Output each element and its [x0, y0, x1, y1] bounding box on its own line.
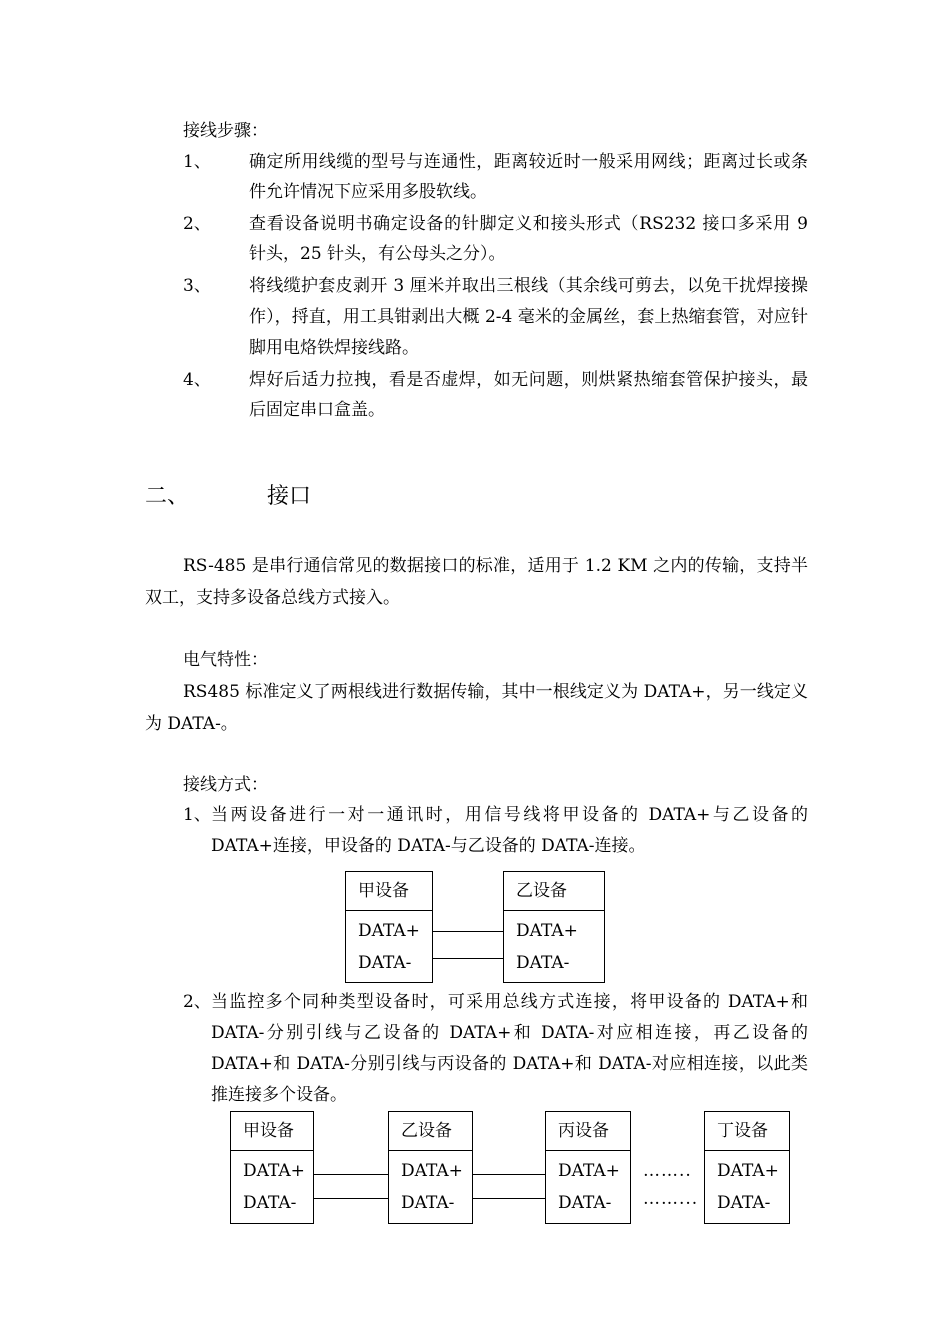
- device-name: 甲设备: [358, 881, 409, 901]
- device-box: [388, 1111, 473, 1224]
- pin-data-plus: DATA+: [358, 921, 420, 941]
- device-name: 丁设备: [717, 1121, 768, 1141]
- device-name: 甲设备: [243, 1121, 294, 1141]
- wire-data-minus: [314, 1198, 388, 1199]
- step-2-number: 2、: [183, 214, 211, 234]
- step-3-number: 3、: [183, 276, 211, 296]
- device-box: [503, 871, 605, 983]
- pin-data-plus: DATA+: [401, 1161, 463, 1181]
- ellipsis-bottom: ……...: [643, 1189, 699, 1209]
- step-4-text: 焊好后适力拉拽，看是否虚焊，如无问题，则烘紧热缩套管保护接头，最后固定串口盒盖。: [249, 370, 808, 420]
- device-header: [546, 1112, 630, 1151]
- wiring-item-1-number: 1、: [183, 805, 211, 825]
- device-header: [705, 1112, 789, 1151]
- pin-data-minus: DATA-: [401, 1193, 455, 1213]
- device-header: [231, 1112, 313, 1151]
- wire-data-plus: [314, 1174, 388, 1175]
- wire-data-minus: [473, 1198, 545, 1199]
- pin-data-plus: DATA+: [516, 921, 578, 941]
- wiring-item-2-text: 当监控多个同种类型设备时，可采用总线方式连接，将甲设备的 DATA+和 DATA-分别引线与乙设备的 DATA+和 DATA-对应相连接，再乙设备的 DATA+和 DATA-分别引线与丙设备的 DATA+和 DATA-对应相连接，以此类推连接多个设备。: [211, 992, 808, 1105]
- wire-data-plus: [473, 1174, 545, 1175]
- wire-data-minus: [433, 958, 503, 959]
- electrical-paragraph: RS485 标准定义了两根线进行数据传输，其中一根线定义为 DATA+，另一线定义为 DATA-。: [145, 682, 808, 734]
- pin-data-minus: DATA-: [717, 1193, 771, 1213]
- ellipsis-top: ……..: [643, 1161, 692, 1181]
- step-4-number: 4、: [183, 370, 211, 390]
- step-2-text: 查看设备说明书确定设备的针脚定义和接头形式（RS232 接口多采用 9 针头，25 针头，有公母头之分）。: [249, 214, 808, 264]
- device-name: 乙设备: [401, 1121, 452, 1141]
- device-name: 乙设备: [516, 881, 567, 901]
- wiring-title: 接线方式：: [183, 775, 268, 795]
- section-number: 二、: [145, 484, 190, 509]
- step-1-number: 1、: [183, 152, 211, 172]
- device-box: [545, 1111, 631, 1224]
- step-3-text: 将线缆护套皮剥开 3 厘米并取出三根线（其余线可剪去，以免干扰焊接操作），捋直，用工具钳剥出大概 2-4 毫米的金属丝，套上热缩套管，对应针脚用电烙铁焊接线路。: [249, 276, 808, 358]
- device-header: [504, 872, 604, 911]
- wiring-item-2-number: 2、: [183, 992, 211, 1012]
- steps-title: 接线步骤：: [183, 121, 268, 141]
- pin-data-minus: DATA-: [516, 953, 570, 973]
- device-header: [346, 872, 432, 911]
- intro-paragraph: RS-485 是串行通信常见的数据接口的标准，适用于 1.2 KM 之内的传输，支持半双工，支持多设备总线方式接入。: [145, 556, 808, 608]
- device-header: [389, 1112, 472, 1151]
- device-box: [345, 871, 433, 983]
- device-box: [704, 1111, 790, 1224]
- device-name: 丙设备: [558, 1121, 609, 1141]
- pin-data-plus: DATA+: [558, 1161, 620, 1181]
- pin-data-minus: DATA-: [558, 1193, 612, 1213]
- wiring-item-1-text: 当两设备进行一对一通讯时，用信号线将甲设备的 DATA+与乙设备的 DATA+连接，甲设备的 DATA-与乙设备的 DATA-连接。: [211, 805, 808, 856]
- device-box: [230, 1111, 314, 1224]
- step-1-text: 确定所用线缆的型号与连通性，距离较近时一般采用网线；距离过长或条件允许情况下应采用多股软线。: [249, 152, 808, 202]
- pin-data-minus: DATA-: [243, 1193, 297, 1213]
- pin-data-minus: DATA-: [358, 953, 412, 973]
- pin-data-plus: DATA+: [717, 1161, 779, 1181]
- wire-data-plus: [433, 931, 503, 932]
- section-title: 接口: [267, 484, 312, 509]
- electrical-title: 电气特性：: [183, 650, 268, 670]
- pin-data-plus: DATA+: [243, 1161, 305, 1181]
